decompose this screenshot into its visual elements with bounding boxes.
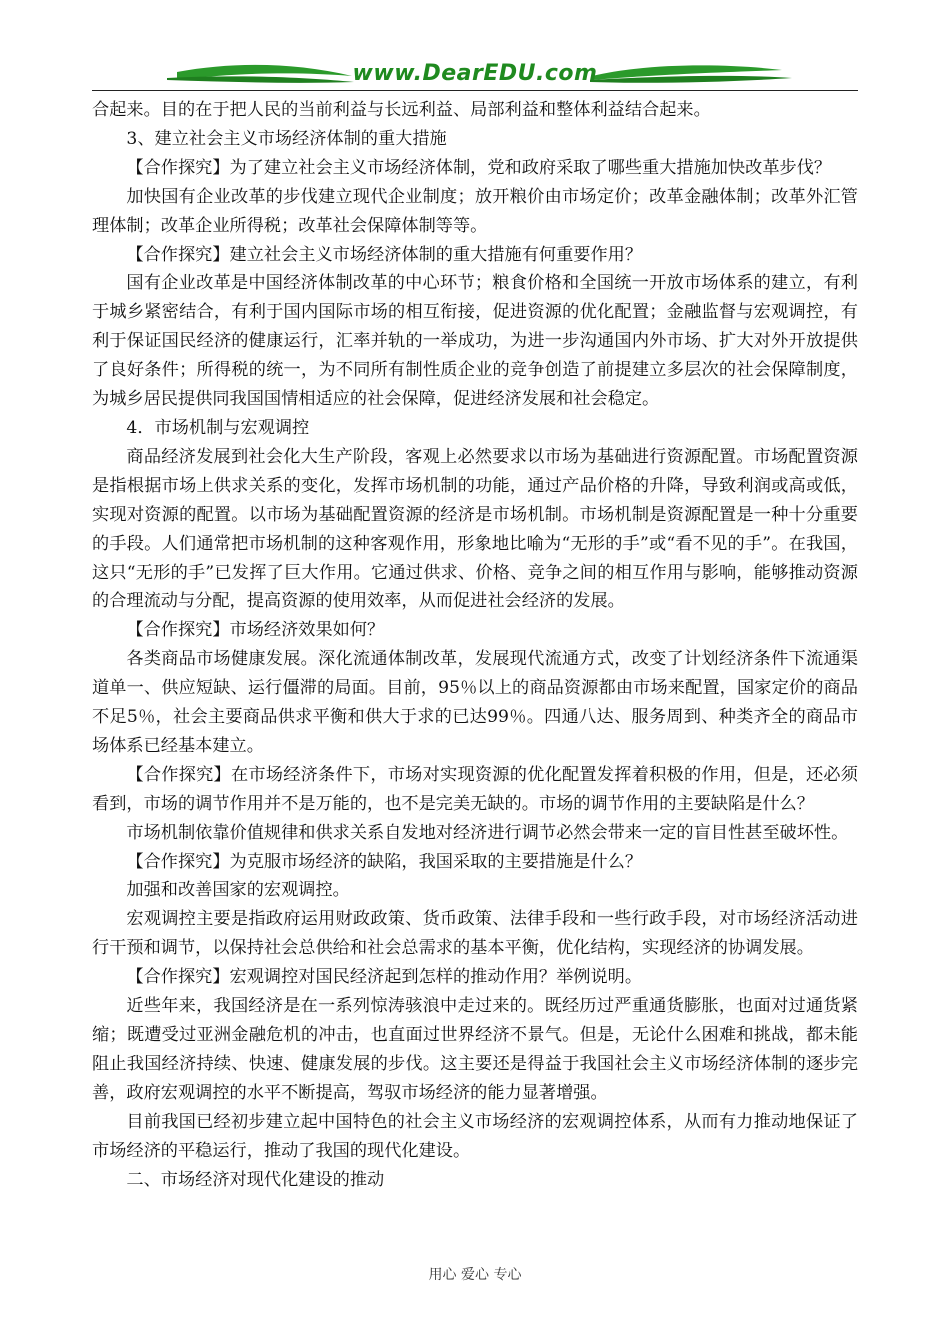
paragraph: 商品经济发展到社会化大生产阶段，客观上必然要求以市场为基础进行资源配置。市场配置资源是指根据市场上供求关系的变化，发挥市场机制的功能，通过产品价格的升降，导致利润或高或低，实现对资源的配置。以市场为基础配置资源的经济是市场机制。市场机制是资源配置是一种十分重要的手段。人们通常把市场机制的这种客观作用，形象地比喻为“无形的手”或“看不见的手”。在我国，这只“无形的手”已发挥了巨大作用。它通过供求、价格、竞争之间的相互作用与影响，能够推动资源的合理流动与分配，提高资源的使用效率，从而促进社会经济的发展。 <box>92 446 858 612</box>
page-footer: 用心 爱心 专心 <box>428 1267 522 1283</box>
paragraph: 【合作探究】在市场经济条件下，市场对实现资源的优化配置发挥着积极的作用，但是，还必须看到，市场的调节作用并不是万能的，也不是完美无缺的。市场的调节作用的主要缺陷是什么？ <box>92 764 858 814</box>
site-url: www.DearEDU.com <box>352 61 598 86</box>
paragraph: 加快国有企业改革的步伐建立现代企业制度；放开粮价由市场定价；改革金融体制；改革外汇管理体制；改革企业所得税；改革社会保障体制等等。 <box>92 186 858 236</box>
paragraph: 目前我国已经初步建立起中国特色的社会主义市场经济的宏观调控体系，从而有力推动地保证了市场经济的平稳运行，推动了我国的现代化建设。 <box>92 1111 858 1161</box>
paragraph: 加强和改善国家的宏观调控。 <box>126 880 350 901</box>
page-header <box>92 58 858 92</box>
paragraph: 3、建立社会主义市场经济体制的重大措施 <box>126 128 447 149</box>
paragraph: 近些年来，我国经济是在一系列惊涛骇浪中走过来的。既经历过严重通货膨胀，也面对过通货紧缩；既遭受过亚洲金融危机的冲击，也直面过世界经济不景气。但是，无论什么困难和挑战，都未能阻止我国经济持续、快速、健康发展的步伐。这主要还是得益于我国社会主义市场经济体制的逐步完善，政府宏观调控的水平不断提高，驾驭市场经济的能力显著增强。 <box>92 996 858 1103</box>
paragraph: 【合作探究】建立社会主义市场经济体制的重大措施有何重要作用？ <box>126 244 643 265</box>
paragraph: 各类商品市场健康发展。深化流通体制改革，发展现代流通方式，改变了计划经济条件下流通渠道单一、供应短缺、运行僵滞的局面。目前，95％以上的商品资源都由市场来配置，国家定价的商品不足5％，社会主要商品供求平衡和供大于求的已达99％。四通八达、服务周到、种类齐全的商品市场体系已经基本建立。 <box>92 649 858 756</box>
paragraph: 【合作探究】宏观调控对国民经济起到怎样的推动作用？举例说明。 <box>126 967 643 988</box>
header-divider <box>92 90 858 91</box>
paragraph: 4．市场机制与宏观调控 <box>126 417 310 438</box>
paragraph: 宏观调控主要是指政府运用财政政策、货币政策、法律手段和一些行政手段，对市场经济活动进行干预和调节，以保持社会总供给和社会总需求的基本平衡，优化结构，实现经济的协调发展。 <box>92 909 858 959</box>
paragraph: 市场机制依靠价值规律和供求关系自发地对经济进行调节必然会带来一定的盲目性甚至破坏性。 <box>126 822 849 843</box>
paragraph: 【合作探究】为克服市场经济的缺陷，我国采取的主要措施是什么？ <box>126 851 643 872</box>
document-body <box>92 96 858 1194</box>
paragraph: 合起来。目的在于把人民的当前利益与长远利益、局部利益和整体利益结合起来。 <box>92 100 711 120</box>
paragraph: 【合作探究】市场经济效果如何？ <box>126 620 385 641</box>
paragraph: 二、市场经济对现代化建设的推动 <box>126 1169 385 1190</box>
paragraph: 国有企业改革是中国经济体制改革的中心环节；粮食价格和全国统一开放市场体系的建立，有利于城乡紧密结合，有利于国内国际市场的相互衔接，促进资源的优化配置；金融监督与宏观调控，有利于保证国民经济的健康运行，汇率并轨的一举成功，为进一步沟通国内外市场、扩大对外开放提供了良好条件；所得税的统一，为不同所有制性质企业的竞争创造了前提建立多层次的社会保障制度，为城乡居民提供同我国国情相适应的社会保障，促进经济发展和社会稳定。 <box>92 273 858 410</box>
paragraph: 【合作探究】为了建立社会主义市场经济体制，党和政府采取了哪些重大措施加快改革步伐？ <box>126 157 832 178</box>
